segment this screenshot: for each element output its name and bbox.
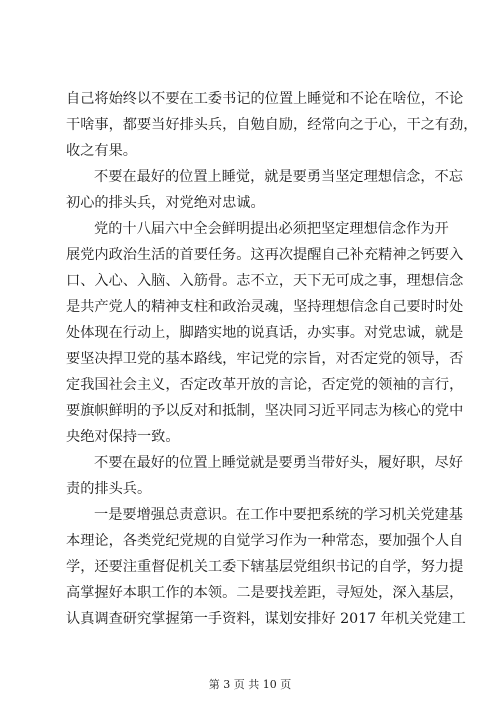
page-number-label: 第 3 页 共 10 页 [208, 678, 292, 691]
document-body [66, 86, 478, 632]
text-line: 展党内政治生活的首要任务。这再次提醒自己补充精神之钙要入 [66, 247, 464, 263]
text-line: 要旗帜鲜明的予以反对和抵制，坚决同习近平同志为核心的党中 [66, 403, 464, 419]
text-line: 党的十八届六中全会鲜明提出必须把坚定理想信念作为开 [94, 221, 449, 237]
text-line: 处体现在行动上，脚踏实地的说真话，办实事。对党忠诚，就是 [66, 325, 464, 341]
page-footer [0, 676, 500, 692]
text-line: 不要在最好的位置上睡觉，就是要勇当坚定理想信念，不忘 [94, 169, 463, 185]
text-line: 高掌握好本职工作的本领。二是要找差距，寻短处，深入基层， [66, 585, 464, 601]
text-line: 学，还要注重督促机关工委下辖基层党组织书记的自学，努力提 [66, 559, 464, 575]
text-line: 初心的排头兵，对党绝对忠诚。 [66, 195, 265, 211]
text-line: 自己将始终以不要在工委书记的位置上睡觉和不论在啥位，不论 [66, 91, 464, 107]
text-line: 口、入心、入脑、入筋骨。志不立，天下无可成之事，理想信念 [66, 273, 464, 289]
text-line: 定我国社会主义，否定改革开放的言论，否定党的领袖的言行， [66, 377, 464, 393]
text-line: 一是要增强总责意识。在工作中要把系统的学习机关党建基 [94, 507, 463, 523]
text-line: 干啥事，都要当好排头兵，自勉自励，经常向之于心，干之有劲， [66, 117, 478, 133]
text-line: 收之有果。 [66, 143, 137, 159]
text-line: 不要在最好的位置上睡觉就是要勇当带好头，履好职，尽好 [94, 455, 463, 471]
text-line: 是共产党人的精神支柱和政治灵魂，坚持理想信念自己要时时处 [66, 299, 464, 315]
text-line: 央绝对保持一致。 [66, 429, 180, 445]
text-line: 本理论，各类党纪党规的自觉学习作为一种常态，要加强个人自 [66, 533, 464, 549]
text-line: 责的排头兵。 [66, 481, 152, 497]
text-line: 要坚决捍卫党的基本路线，牢记党的宗旨，对否定党的领导，否 [66, 351, 464, 367]
text-line: 认真调查研究掌握第一手资料，谋划安排好 2017 年机关党建工 [66, 611, 466, 627]
